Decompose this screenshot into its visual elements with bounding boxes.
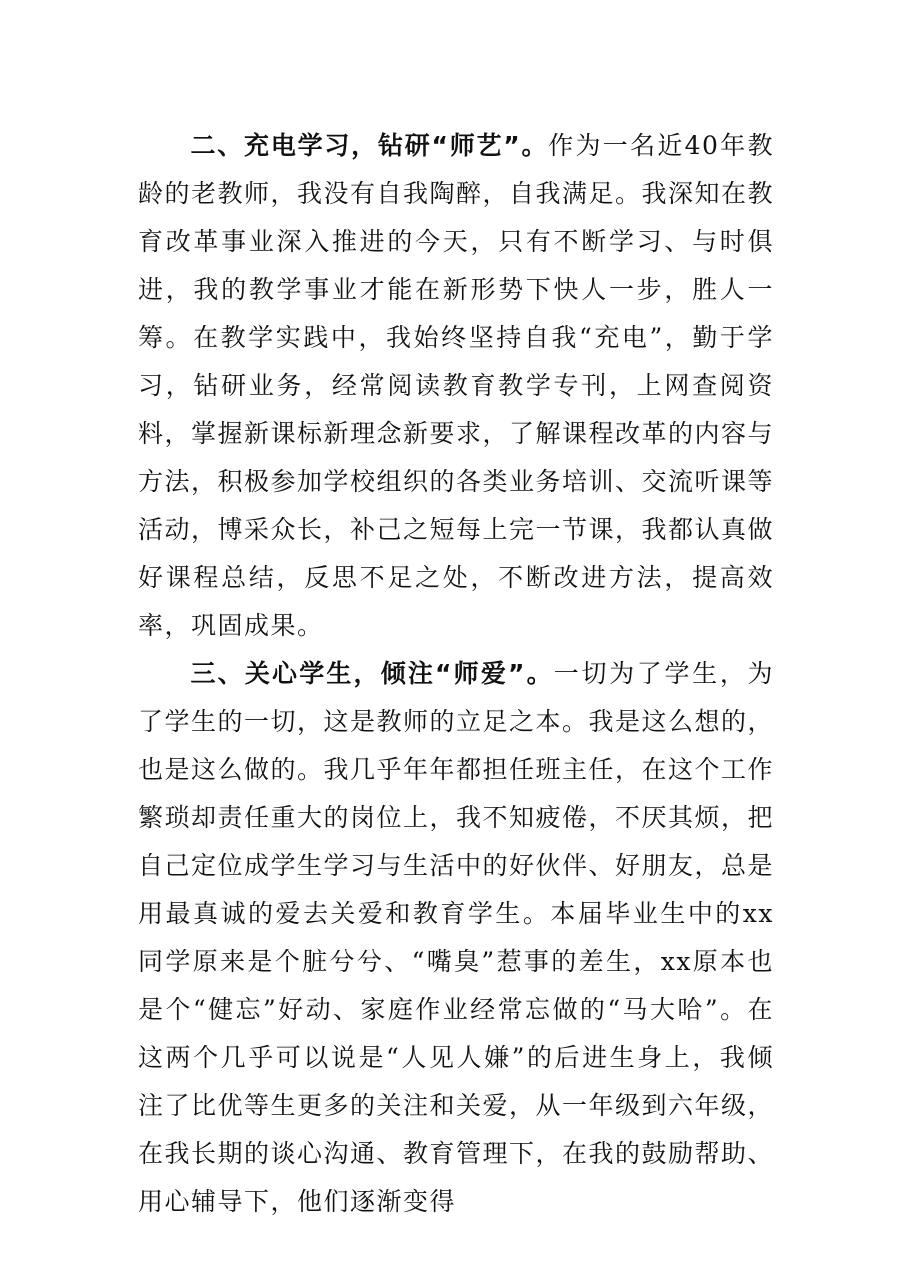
paragraph-text-2: 作为一名近40年教龄的老教师，我没有自我陶醉，自我满足。我深知在教育改革事业深入推进的今天，只有不断学习、与时俱进，我的教学事业才能在新形势下快人一步，胜人一筹。在教学实践中，我始终坚持自我“充电”，勤于学习，钻研业务，经常阅读教育教学专刊，上网查阅资料，掌握新课标新理念新要求，了解课程改革的内容与方法，积极参加学校组织的各类业务培训、交流听课等活动，博采众长，补己之短每上完一节课，我都认真做好课程总结，反思不足之处，不断改进方法，提高效率，巩固成果。 xyxy=(138,131,775,640)
paragraph-text-3: 一切为了学生，为了学生的一切，这是教师的立足之本。我是这么想的，也是这么做的。我几乎年年都担任班主任，在这个工作繁琐却责任重大的岗位上，我不知疲倦，不厌其烦，把自己定位成学生学习与生活中的好伙伴、好朋友，总是用最真诚的爱去关爱和教育学生。本届毕业生中的xx同学原来是个脏兮兮、“嘴臭”惹事的差生，xx原本也是个“健忘”好动、家庭作业经常忘做的“马大哈”。在这两个几乎可以说是“人见人嫌”的后进生身上，我倾注了比优等生更多的关注和关爱，从一年级到六年级，在我长期的谈心沟通、教育管理下，在我的鼓励帮助、用心辅导下，他们逐渐变得 xyxy=(138,659,775,1216)
paragraph-section-3 xyxy=(138,650,774,1226)
section-heading-3: 三、关心学生，倾注“师爱”。 xyxy=(190,659,554,688)
paragraph-section-2 xyxy=(138,122,774,650)
section-heading-2: 二、充电学习，钻研“师艺”。 xyxy=(190,131,549,160)
document-body xyxy=(138,122,774,1226)
